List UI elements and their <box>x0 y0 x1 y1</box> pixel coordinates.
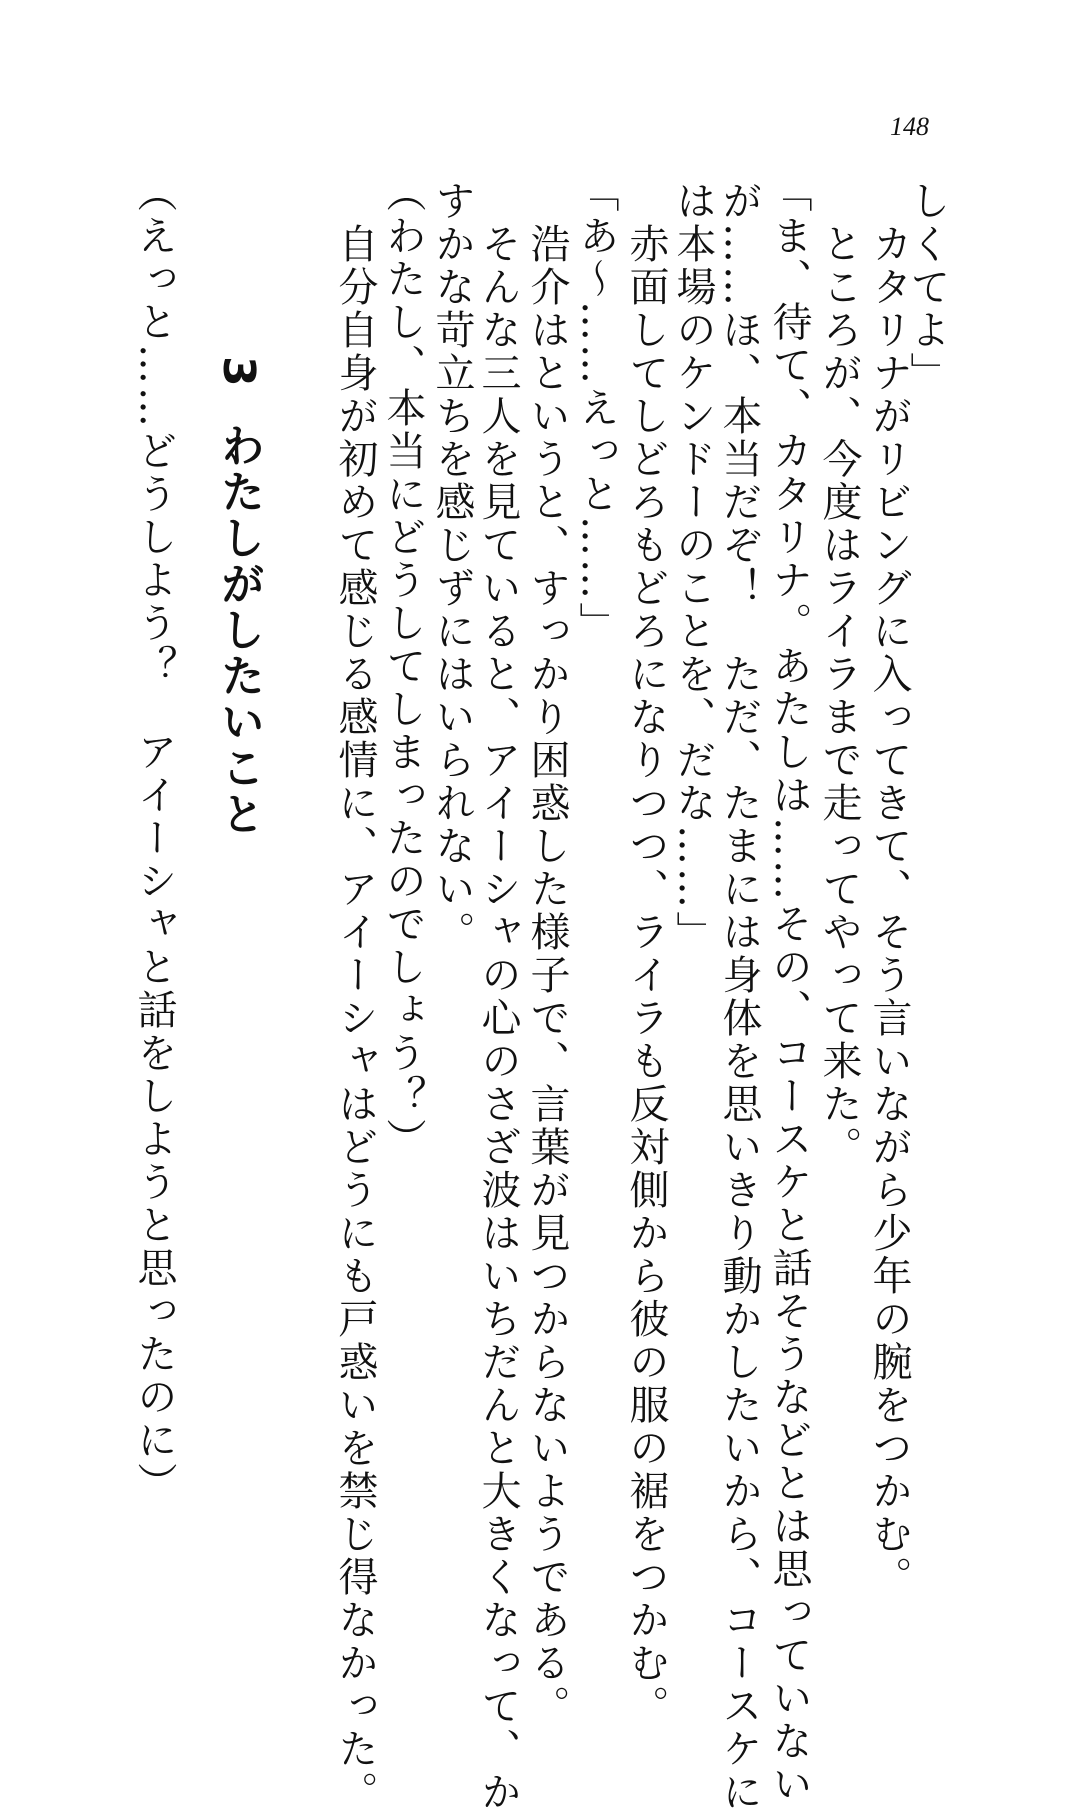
text-line-3: ところが、今度はライラまで走ってやって来た。 <box>816 180 862 1169</box>
text-line-10: そんな三人を見ていると、アイーシャの心のさざ波はいちだんと大きくなって、か <box>475 180 521 1814</box>
chapter-heading <box>206 356 270 837</box>
text-line-12: （わたし、本当にどうしてしまったのでしょう？） <box>380 172 426 1161</box>
text-line-6: は本場のケンドーのことを、だな……」 <box>670 180 716 954</box>
text-line-4: 「ま、待て、カタリナ。あたしは……その、コースケと話そうなどとは思っていない <box>766 172 812 1806</box>
text-line-11: すかな苛立ちを感じずにはいられない。 <box>429 180 475 954</box>
text-line-2: カタリナがリビングに入ってきて、そう言いながら少年の腕をつかむ。 <box>866 180 912 1599</box>
chapter-title: わたしがしたいこと <box>213 422 264 837</box>
text-line-8: 「あ〜……えっと……」 <box>573 172 619 645</box>
page-number: 148 <box>890 112 929 141</box>
text-line-final: （えっと……どうしよう？ アイーシャと話をしようと思ったのに） <box>131 172 177 1505</box>
text-line-7: 赤面してしどろもどろになりつつ、ライラも反対側から彼の服の裾をつかむ。 <box>623 180 669 1728</box>
text-line-13: 自分自身が初めて感じる感情に、アイーシャはどうにも戸惑いを禁じ得なかった。 <box>332 180 378 1814</box>
text-line-5: が……ほ、本当だぞ！ ただ、たまには身体を思いきり動かしたいから、コースケに <box>716 180 762 1814</box>
text-line-1: しくてよ」 <box>904 180 950 395</box>
text-line-9: 浩介はというと、すっかり困惑した様子で、言葉が見つからないようである。 <box>524 180 570 1728</box>
chapter-number: 3 <box>213 356 264 389</box>
